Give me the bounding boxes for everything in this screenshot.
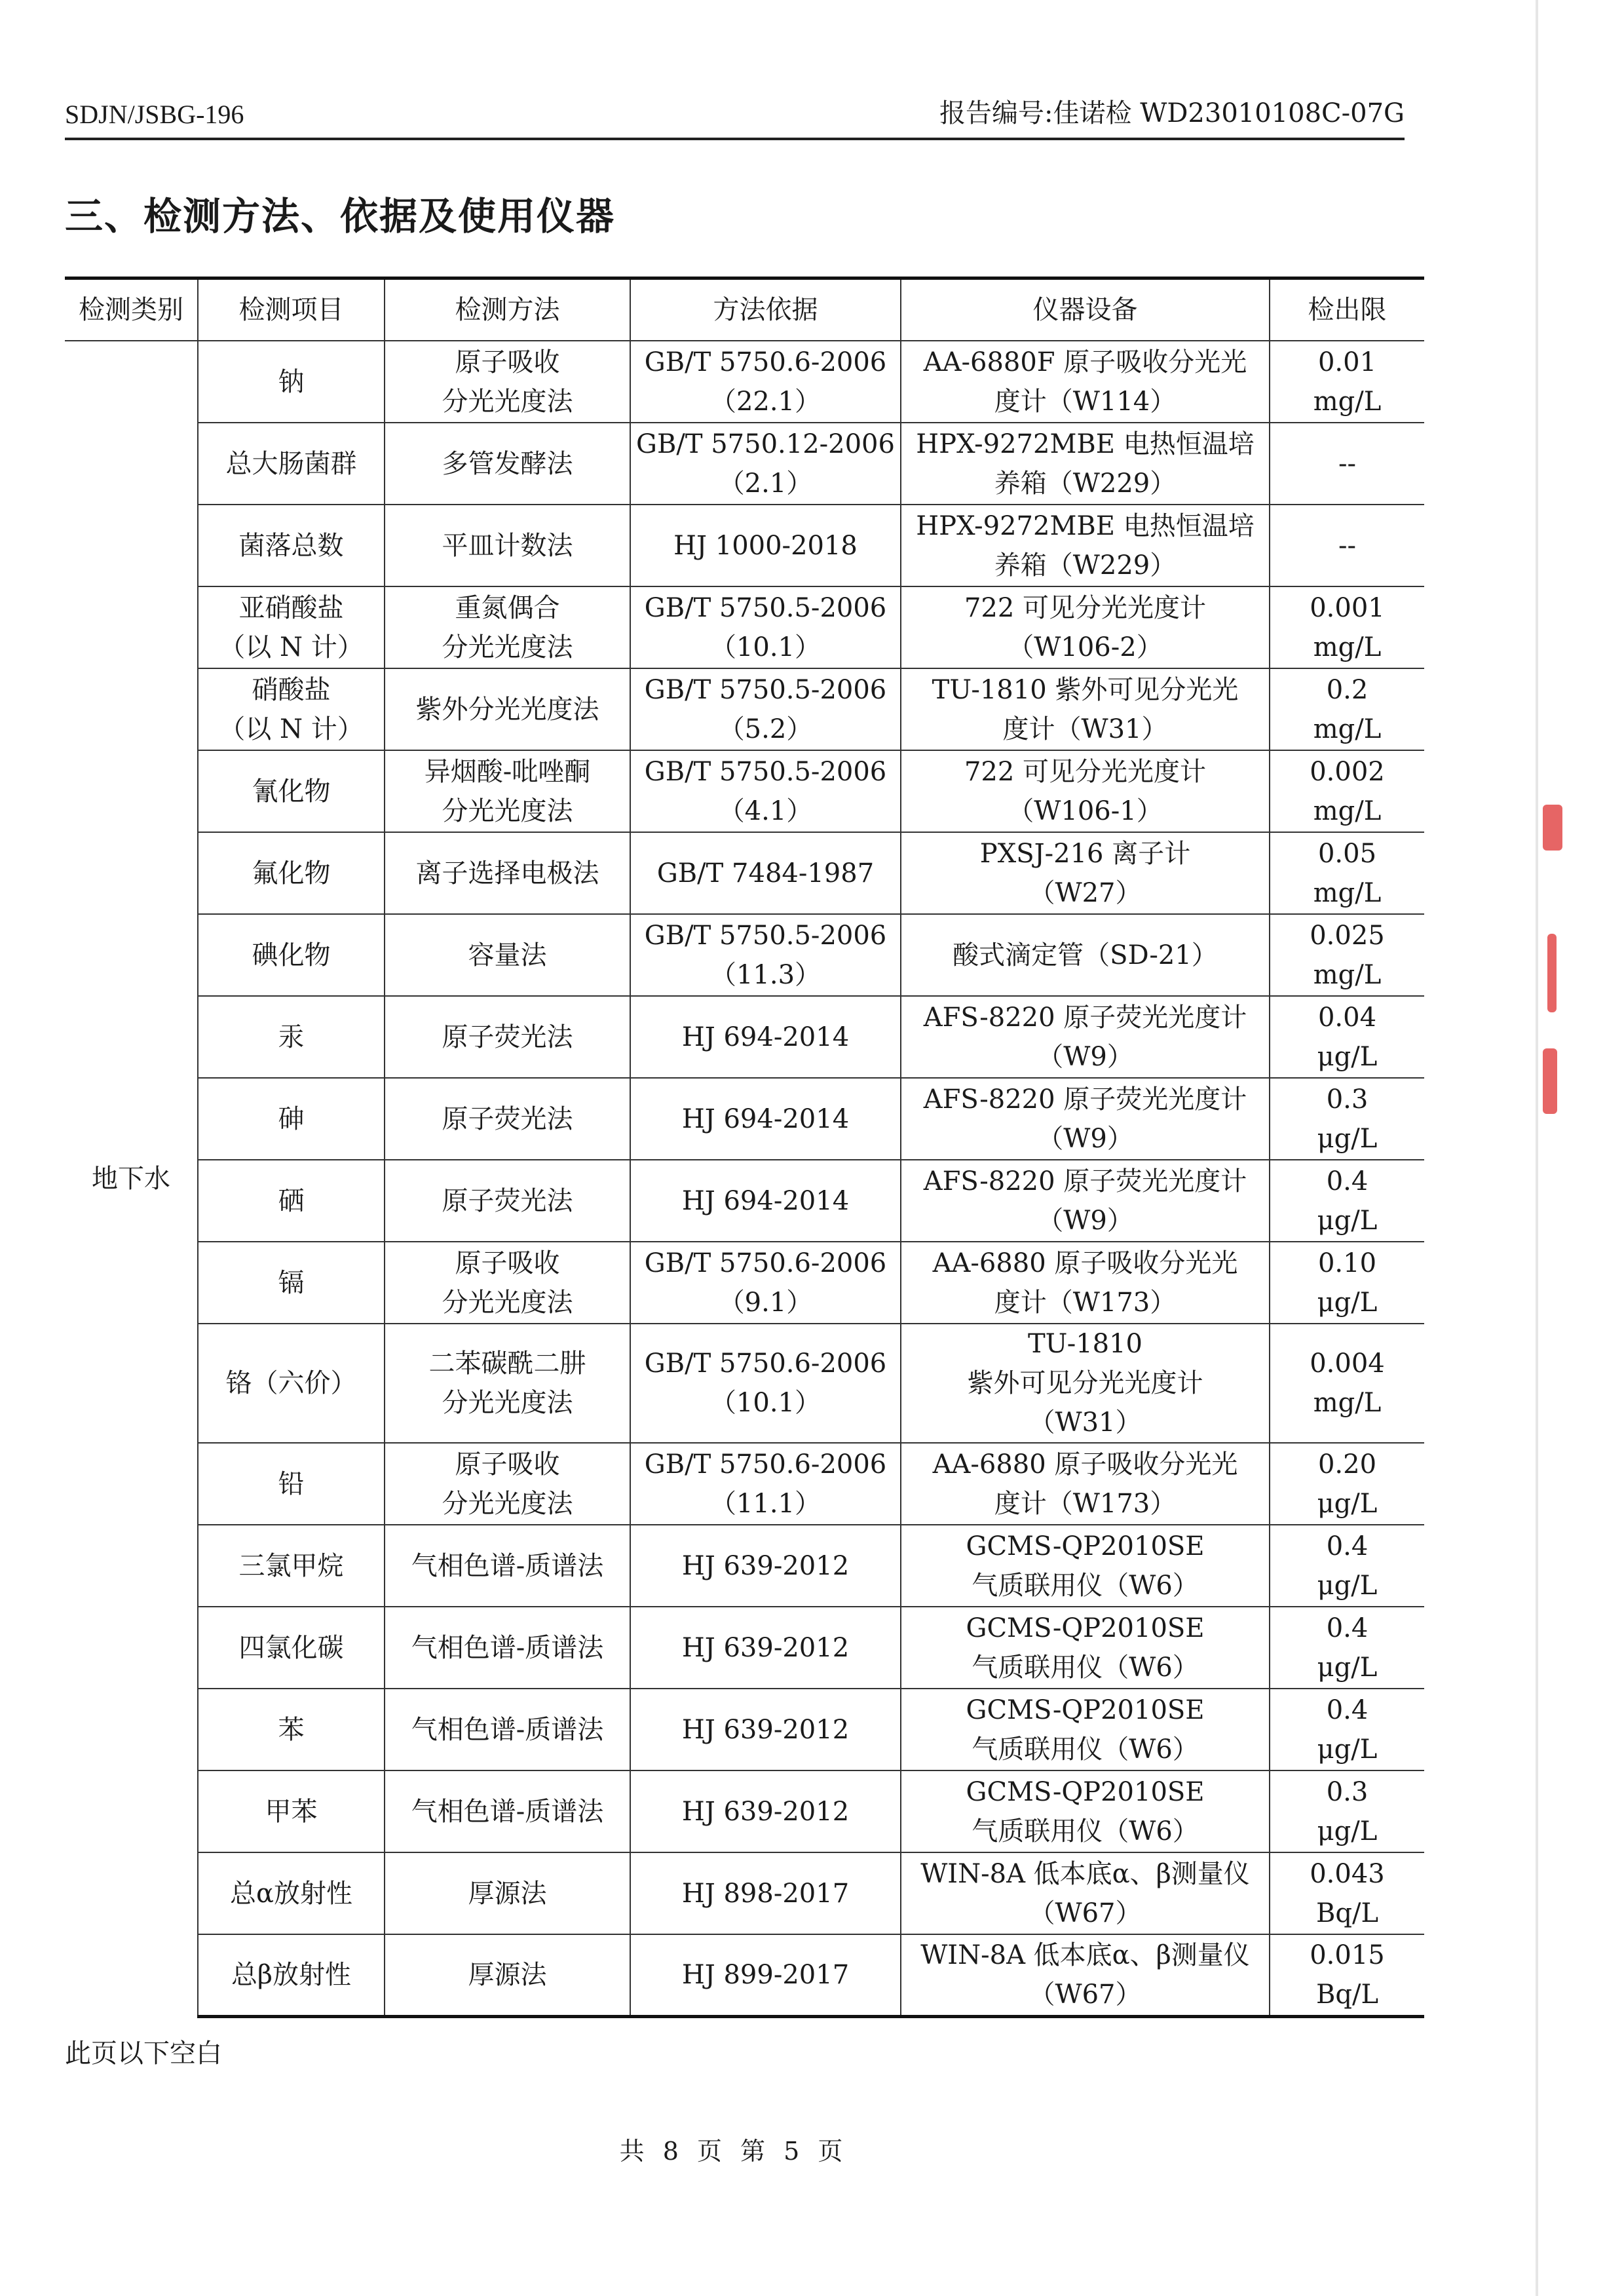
cell-line: 度计（W173） — [994, 1488, 1177, 1519]
cell-line: 分光光度法 — [442, 1488, 573, 1519]
cell-line: （W9） — [1037, 1123, 1133, 1154]
method-cell — [385, 832, 630, 914]
cell-line: mg/L — [1313, 1388, 1382, 1418]
table-row — [65, 750, 1424, 832]
cell-line: （W67） — [1029, 1898, 1142, 1928]
limit-cell — [1270, 1689, 1424, 1770]
cell-line: （11.3） — [709, 959, 821, 990]
cell-line: 四氯化碳 — [238, 1632, 344, 1663]
cell-line: mg/L — [1313, 386, 1382, 417]
cell-line: WIN-8A 低本底α、β测量仪 — [920, 1940, 1250, 1970]
limit-cell — [1270, 914, 1424, 996]
cell-line: 0.001 — [1310, 592, 1385, 623]
cell-line: HJ 1000-2018 — [673, 530, 858, 561]
method-cell — [385, 1525, 630, 1607]
cell-line: 硒 — [278, 1185, 305, 1216]
standard-cell — [630, 1160, 901, 1242]
cell-line: （W27） — [1029, 877, 1142, 908]
test-item-cell — [198, 668, 385, 750]
cell-line: GB/T 5750.6-2006 — [644, 1349, 887, 1379]
cell-line: 722 可见分光光度计 — [964, 592, 1207, 623]
cell-line: 分光光度法 — [442, 795, 573, 826]
cell-line: （22.1） — [709, 386, 821, 417]
table-row — [65, 505, 1424, 586]
cell-line: 0.043 — [1310, 1858, 1385, 1889]
column-header: 仪器设备 — [901, 278, 1270, 341]
page-footer: 共 8 页 第 5 页 — [619, 2137, 848, 2166]
instrument-cell — [901, 1852, 1270, 1934]
cell-line: μg/L — [1317, 1570, 1378, 1601]
cell-line: 离子选择电极法 — [415, 858, 599, 889]
method-cell — [385, 668, 630, 750]
cell-line: 异烟酸-吡唑酮 — [424, 756, 591, 787]
instrument-cell — [901, 505, 1270, 586]
standard-cell — [630, 832, 901, 914]
cell-line: AA-6880 原子吸收分光光 — [932, 1248, 1238, 1278]
test-item-cell — [198, 832, 385, 914]
cell-line: μg/L — [1317, 1287, 1378, 1318]
table-row — [65, 586, 1424, 668]
test-item-cell — [198, 586, 385, 668]
cell-line: 0.4 — [1326, 1531, 1369, 1561]
table-row — [65, 1242, 1424, 1324]
cell-line: AFS-8220 原子荧光光度计 — [923, 1166, 1247, 1196]
method-cell — [385, 1078, 630, 1160]
cell-line: HJ 899-2017 — [681, 1959, 850, 1990]
table-row — [65, 1324, 1424, 1443]
cell-line: （4.1） — [718, 795, 813, 826]
section-title: 三、检测方法、依据及使用仪器 — [65, 194, 616, 239]
cell-line: （W9） — [1037, 1041, 1133, 1072]
column-header: 检测方法 — [385, 278, 630, 341]
cell-line: 铬（六价） — [225, 1368, 357, 1398]
cell-line: 0.20 — [1317, 1449, 1377, 1480]
cell-line: μg/L — [1317, 1123, 1378, 1154]
cell-line: mg/L — [1313, 632, 1382, 662]
test-item-cell — [198, 505, 385, 586]
cell-line: 厚源法 — [468, 1878, 547, 1909]
cell-line: AFS-8220 原子荧光光度计 — [923, 1002, 1247, 1033]
standard-cell — [630, 586, 901, 668]
test-item-cell — [198, 1607, 385, 1689]
instrument-cell — [901, 1160, 1270, 1242]
cell-line: 气相色谱-质谱法 — [411, 1714, 604, 1745]
cell-line: 硝酸盐 — [252, 674, 331, 705]
cell-line: 0.3 — [1326, 1084, 1369, 1115]
cell-line: （10.1） — [709, 1388, 821, 1418]
standard-cell — [630, 423, 901, 505]
cell-line: 度计（W31） — [1002, 714, 1168, 744]
method-cell — [385, 1934, 630, 2016]
cell-line: mg/L — [1313, 795, 1382, 826]
cell-line: （W9） — [1037, 1205, 1133, 1236]
limit-cell — [1270, 832, 1424, 914]
column-header: 检测项目 — [198, 278, 385, 341]
cell-line: 分光光度法 — [442, 632, 573, 662]
cell-line: GB/T 7484-1987 — [656, 858, 875, 889]
cell-line: 平皿计数法 — [442, 530, 573, 561]
limit-cell — [1270, 1525, 1424, 1607]
column-header: 检测类别 — [65, 278, 198, 341]
method-cell — [385, 1689, 630, 1770]
standard-cell — [630, 1324, 901, 1443]
cell-line: TU-1810 紫外可见分光光 — [932, 674, 1239, 705]
instrument-cell — [901, 1689, 1270, 1770]
test-item-cell — [198, 341, 385, 423]
test-item-cell — [198, 1525, 385, 1607]
table-row — [65, 1443, 1424, 1525]
limit-cell — [1270, 1607, 1424, 1689]
standard-cell — [630, 1242, 901, 1324]
limit-cell — [1270, 505, 1424, 586]
cell-line: 0.2 — [1326, 674, 1369, 705]
instrument-cell — [901, 914, 1270, 996]
standard-cell — [630, 1078, 901, 1160]
instrument-cell — [901, 1525, 1270, 1607]
cell-line: 总β放射性 — [231, 1959, 352, 1990]
cell-line: HJ 694-2014 — [681, 1185, 850, 1216]
cell-line: 原子吸收 — [455, 1449, 560, 1480]
cell-line: GCMS-QP2010SE — [966, 1776, 1205, 1807]
method-cell — [385, 505, 630, 586]
instrument-cell — [901, 1770, 1270, 1852]
cell-line: 紫外分光光度法 — [415, 694, 599, 725]
cell-line: 三氯甲烷 — [238, 1550, 344, 1581]
cell-line: HJ 639-2012 — [681, 1550, 850, 1581]
instrument-cell — [901, 1078, 1270, 1160]
cell-line: 菌落总数 — [238, 530, 344, 561]
cell-line: mg/L — [1313, 959, 1382, 990]
method-cell — [385, 1770, 630, 1852]
cell-line: 多管发酵法 — [442, 448, 573, 479]
method-cell — [385, 1607, 630, 1689]
table-row — [65, 1852, 1424, 1934]
cell-line: 总大肠菌群 — [225, 448, 357, 479]
cell-line: 气质联用仪（W6） — [972, 1570, 1199, 1601]
cell-line: 原子荧光法 — [442, 1185, 573, 1216]
test-item-cell — [198, 1689, 385, 1770]
cell-line: 气相色谱-质谱法 — [411, 1632, 604, 1663]
cell-line: 氰化物 — [252, 776, 331, 807]
table-row — [65, 914, 1424, 996]
table-row — [65, 1770, 1424, 1852]
test-item-cell — [198, 1443, 385, 1525]
cell-line: 气相色谱-质谱法 — [411, 1550, 604, 1581]
method-cell — [385, 1852, 630, 1934]
test-item-cell — [198, 1160, 385, 1242]
cell-line: 汞 — [278, 1022, 305, 1052]
instrument-cell — [901, 1934, 1270, 2016]
limit-cell — [1270, 586, 1424, 668]
cell-line: 总α放射性 — [229, 1878, 352, 1909]
scan-edge-line — [1536, 0, 1538, 2296]
blank-note: 此页以下空白 — [65, 2038, 222, 2069]
cell-line: 甲苯 — [265, 1796, 318, 1827]
method-cell — [385, 1160, 630, 1242]
instrument-cell — [901, 341, 1270, 423]
cell-line: （W106-2） — [1008, 632, 1163, 662]
cell-line: 0.4 — [1326, 1613, 1369, 1643]
cell-line: 铅 — [278, 1468, 305, 1499]
standard-cell — [630, 996, 901, 1078]
limit-cell — [1270, 750, 1424, 832]
instrument-cell — [901, 832, 1270, 914]
cell-line: 碘化物 — [252, 940, 331, 970]
cell-line: 砷 — [278, 1103, 305, 1134]
instrument-cell — [901, 1607, 1270, 1689]
method-cell — [385, 1324, 630, 1443]
limit-cell — [1270, 1324, 1424, 1443]
instrument-cell — [901, 668, 1270, 750]
standard-cell — [630, 1443, 901, 1525]
cell-line: 0.01 — [1317, 347, 1377, 377]
table-row — [65, 1934, 1424, 2016]
standard-cell — [630, 1852, 901, 1934]
cell-line: mg/L — [1313, 877, 1382, 908]
cell-line: HJ 639-2012 — [681, 1714, 850, 1745]
test-item-cell — [198, 1770, 385, 1852]
instrument-cell — [901, 1324, 1270, 1443]
method-cell — [385, 423, 630, 505]
cell-line: μg/L — [1317, 1041, 1378, 1072]
cell-line: GCMS-QP2010SE — [966, 1613, 1205, 1643]
cell-line: AA-6880 原子吸收分光光 — [932, 1449, 1238, 1480]
test-item-cell — [198, 1078, 385, 1160]
table-row — [65, 423, 1424, 505]
standard-cell — [630, 1525, 901, 1607]
cell-line: PXSJ-216 离子计 — [979, 838, 1191, 869]
cell-line: 原子荧光法 — [442, 1103, 573, 1134]
cell-line: 度计（W114） — [994, 386, 1177, 417]
standard-cell — [630, 668, 901, 750]
limit-cell — [1270, 668, 1424, 750]
cell-line: 原子吸收 — [455, 1248, 560, 1278]
limit-cell — [1270, 1770, 1424, 1852]
cell-line: WIN-8A 低本底α、β测量仪 — [920, 1858, 1250, 1889]
cell-line: 0.05 — [1317, 838, 1377, 869]
test-item-cell — [198, 750, 385, 832]
cell-line: GB/T 5750.6-2006 — [644, 1248, 887, 1278]
cell-line: 0.002 — [1310, 756, 1385, 787]
column-header: 检出限 — [1270, 278, 1424, 341]
cell-line: （W31） — [1029, 1407, 1142, 1438]
cell-line: mg/L — [1313, 714, 1382, 744]
cell-line: 度计（W173） — [994, 1287, 1177, 1318]
cell-line: （10.1） — [709, 632, 821, 662]
cell-line: GCMS-QP2010SE — [966, 1694, 1205, 1725]
table-row — [65, 668, 1424, 750]
cell-line: HPX-9272MBE 电热恒温培 — [916, 429, 1255, 459]
cell-line: Bq/L — [1315, 1898, 1379, 1928]
cell-line: 气质联用仪（W6） — [972, 1734, 1199, 1765]
cell-line: 钠 — [278, 366, 305, 397]
column-header: 方法依据 — [630, 278, 901, 341]
cell-line: 气质联用仪（W6） — [972, 1816, 1199, 1846]
limit-cell — [1270, 1160, 1424, 1242]
cell-line: GB/T 5750.5-2006 — [644, 920, 887, 951]
cell-line: 氟化物 — [252, 858, 331, 889]
method-cell — [385, 996, 630, 1078]
cell-line: GB/T 5750.5-2006 — [644, 592, 887, 623]
cell-line: HJ 639-2012 — [681, 1796, 850, 1827]
cell-line: -- — [1338, 448, 1357, 479]
instrument-cell — [901, 586, 1270, 668]
standard-cell — [630, 505, 901, 586]
cell-line: （9.1） — [718, 1287, 813, 1318]
seal-fragment-icon — [1543, 805, 1562, 851]
doc-code: SDJN/JSBG-196 — [65, 100, 244, 129]
table-row — [65, 996, 1424, 1078]
cell-line: （以 N 计） — [219, 632, 364, 662]
cell-line: 722 可见分光光度计 — [964, 756, 1207, 787]
cell-line: 0.015 — [1310, 1940, 1385, 1970]
standard-cell — [630, 1770, 901, 1852]
limit-cell — [1270, 1242, 1424, 1324]
table-row — [65, 1607, 1424, 1689]
cell-line: GB/T 5750.6-2006 — [644, 347, 887, 377]
test-item-cell — [198, 1242, 385, 1324]
cell-line: HJ 694-2014 — [681, 1022, 850, 1052]
cell-line: GCMS-QP2010SE — [966, 1531, 1205, 1561]
cell-line: μg/L — [1317, 1652, 1378, 1683]
cell-line: 0.04 — [1317, 1002, 1377, 1033]
method-cell — [385, 586, 630, 668]
cell-line: 亚硝酸盐 — [238, 592, 344, 623]
limit-cell — [1270, 1852, 1424, 1934]
cell-line: 厚源法 — [468, 1959, 547, 1990]
page-header — [65, 97, 1405, 140]
cell-line: AA-6880F 原子吸收分光光 — [923, 347, 1247, 377]
method-cell — [385, 341, 630, 423]
table-row — [65, 341, 1424, 423]
cell-line: μg/L — [1317, 1734, 1378, 1765]
cell-line: μg/L — [1317, 1488, 1378, 1519]
cell-line: 养箱（W229） — [994, 550, 1177, 581]
table-row — [65, 1160, 1424, 1242]
cell-line: 分光光度法 — [442, 1388, 573, 1418]
standard-cell — [630, 750, 901, 832]
cell-line: -- — [1338, 530, 1357, 561]
category-cell: 地下水 — [65, 341, 198, 2016]
cell-line: μg/L — [1317, 1816, 1378, 1846]
cell-line: （11.1） — [709, 1488, 821, 1519]
test-item-cell — [198, 423, 385, 505]
report-number: 报告编号:佳诺检 WD23010108C-07G — [939, 98, 1405, 128]
instrument-cell — [901, 750, 1270, 832]
seal-fragment-icon — [1547, 934, 1557, 1012]
cell-line: 0.4 — [1326, 1166, 1369, 1196]
limit-cell — [1270, 1443, 1424, 1525]
table-row — [65, 832, 1424, 914]
table-row — [65, 1078, 1424, 1160]
instrument-cell — [901, 1443, 1270, 1525]
cell-line: （2.1） — [718, 468, 813, 499]
cell-line: AFS-8220 原子荧光光度计 — [923, 1084, 1247, 1115]
test-item-cell — [198, 1852, 385, 1934]
cell-line: TU-1810 — [1028, 1329, 1142, 1359]
cell-line: 酸式滴定管（SD-21） — [953, 940, 1218, 970]
cell-line: 0.025 — [1310, 920, 1385, 951]
cell-line: 气相色谱-质谱法 — [411, 1796, 604, 1827]
standard-cell — [630, 914, 901, 996]
cell-line: （W106-1） — [1008, 795, 1163, 826]
cell-line: 原子吸收 — [455, 347, 560, 377]
cell-line: GB/T 5750.6-2006 — [644, 1449, 887, 1480]
table-row — [65, 1525, 1424, 1607]
instrument-cell — [901, 996, 1270, 1078]
test-item-cell — [198, 914, 385, 996]
cell-line: Bq/L — [1315, 1979, 1379, 2010]
cell-line: GB/T 5750.5-2006 — [644, 756, 887, 787]
standard-cell — [630, 341, 901, 423]
table-row — [65, 1689, 1424, 1770]
limit-cell — [1270, 341, 1424, 423]
cell-line: 二苯碳酰二肼 — [428, 1349, 586, 1379]
cell-line: （5.2） — [718, 714, 813, 744]
cell-line: 0.3 — [1326, 1776, 1369, 1807]
cell-line: 养箱（W229） — [994, 468, 1177, 499]
cell-line: 重氮偶合 — [455, 592, 560, 623]
table-header-row — [65, 278, 1424, 341]
cell-line: （W67） — [1029, 1979, 1142, 2010]
cell-line: 0.004 — [1310, 1349, 1385, 1379]
test-item-cell — [198, 996, 385, 1078]
standard-cell — [630, 1934, 901, 2016]
cell-line: HJ 639-2012 — [681, 1632, 850, 1663]
cell-line: 0.10 — [1317, 1248, 1377, 1278]
cell-line: 苯 — [278, 1714, 305, 1745]
standard-cell — [630, 1607, 901, 1689]
limit-cell — [1270, 423, 1424, 505]
limit-cell — [1270, 1934, 1424, 2016]
method-cell — [385, 914, 630, 996]
cell-line: GB/T 5750.5-2006 — [644, 674, 887, 705]
seal-fragment-icon — [1543, 1048, 1557, 1114]
limit-cell — [1270, 1078, 1424, 1160]
cell-line: GB/T 5750.12-2006 — [636, 429, 895, 459]
test-item-cell — [198, 1324, 385, 1443]
limit-cell — [1270, 996, 1424, 1078]
cell-line: HPX-9272MBE 电热恒温培 — [916, 510, 1255, 541]
cell-line: HJ 694-2014 — [681, 1103, 850, 1134]
standard-cell — [630, 1689, 901, 1770]
cell-line: 紫外可见分光光度计 — [967, 1368, 1203, 1398]
cell-line: 0.4 — [1326, 1694, 1369, 1725]
method-cell — [385, 750, 630, 832]
cell-line: 原子荧光法 — [442, 1022, 573, 1052]
cell-line: 容量法 — [468, 940, 547, 970]
instrument-cell — [901, 1242, 1270, 1324]
method-cell — [385, 1443, 630, 1525]
cell-line: 镉 — [278, 1267, 305, 1298]
cell-line: μg/L — [1317, 1205, 1378, 1236]
cell-line: 气质联用仪（W6） — [972, 1652, 1199, 1683]
cell-line: 分光光度法 — [442, 386, 573, 417]
cell-line: 分光光度法 — [442, 1287, 573, 1318]
test-item-cell — [198, 1934, 385, 2016]
instrument-cell — [901, 423, 1270, 505]
method-table — [65, 277, 1424, 2018]
cell-line: HJ 898-2017 — [681, 1878, 850, 1909]
method-cell — [385, 1242, 630, 1324]
cell-line: （以 N 计） — [219, 714, 364, 744]
